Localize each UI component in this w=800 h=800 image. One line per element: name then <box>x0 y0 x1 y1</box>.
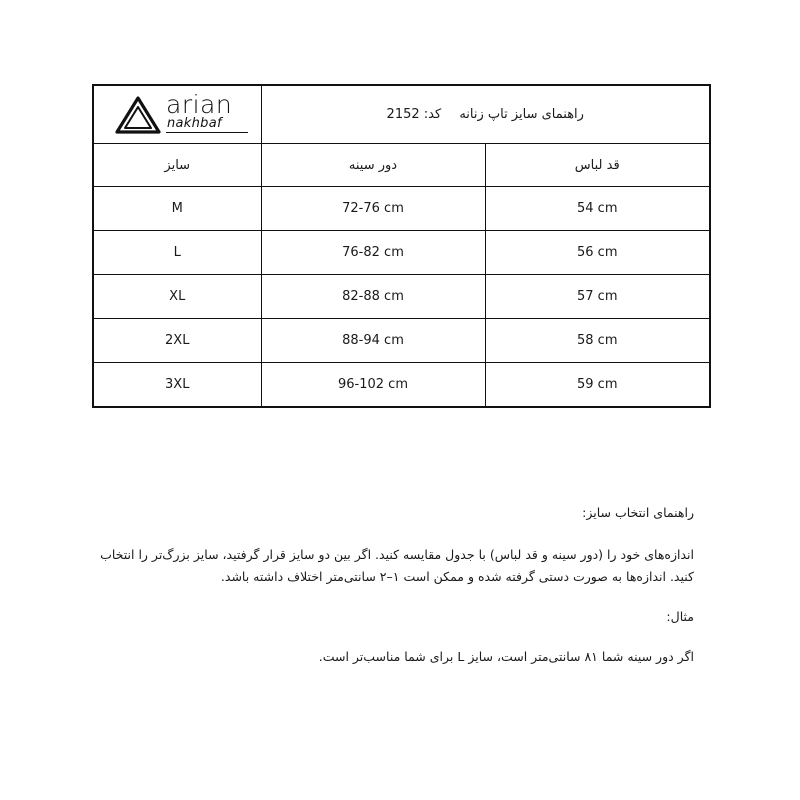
guide-example-label: مثال: <box>666 609 694 624</box>
guide-heading: راهنمای انتخاب سایز: <box>582 505 694 520</box>
table-row <box>93 187 710 231</box>
guide-example: اگر دور سینه شما ۸۱ سانتی‌متر است، سایز L برای شما مناسب‌تر است. <box>318 649 694 664</box>
size-guide-text <box>94 502 694 668</box>
length-cell: 58 cm <box>485 319 710 363</box>
bust-cell: 82-88 cm <box>261 275 485 319</box>
table-row <box>93 319 710 363</box>
product-code-value: 2152 <box>386 107 420 122</box>
brand-logo <box>114 90 254 135</box>
header-length: قد لباس <box>485 144 710 187</box>
size-chart-table <box>92 84 711 408</box>
bust-cell: 72-76 cm <box>261 187 485 231</box>
size-cell: M <box>93 187 261 231</box>
logo-sub-text: nakhbaf <box>167 116 222 131</box>
size-cell: 2XL <box>93 319 261 363</box>
length-cell: 59 cm <box>485 363 710 408</box>
bust-cell: 96-102 cm <box>261 363 485 408</box>
size-cell: XL <box>93 275 261 319</box>
table-row <box>93 275 710 319</box>
bust-cell: 76-82 cm <box>261 231 485 275</box>
header-size: سایز <box>93 144 261 187</box>
triangle-logo-icon <box>114 95 162 135</box>
table-row <box>93 231 710 275</box>
header-row <box>93 144 710 187</box>
length-cell: 54 cm <box>485 187 710 231</box>
chart-title <box>261 85 710 144</box>
chart-title-text: راهنمای سایز تاپ زنانه <box>459 107 584 122</box>
product-code-label: کد: <box>423 107 442 122</box>
guide-body: اندازه‌های خود را (دور سینه و قد لباس) با جدول مقایسه کنید. اگر بین دو سایز قرار گرفتید، سایز بزرگ‌تر را انتخاب کنید. اندازه‌ها به صورت دستی گرفته شده و ممکن است ۱–۲ سانتی‌متر اختلاف داشته باشد. <box>100 547 694 584</box>
length-cell: 57 cm <box>485 275 710 319</box>
header-bust: دور سینه <box>261 144 485 187</box>
table-row <box>93 363 710 408</box>
title-row <box>93 85 710 144</box>
bust-cell: 88-94 cm <box>261 319 485 363</box>
size-cell: L <box>93 231 261 275</box>
logo-underline <box>166 132 248 133</box>
length-cell: 56 cm <box>485 231 710 275</box>
logo-cell <box>93 85 261 144</box>
size-cell: 3XL <box>93 363 261 408</box>
logo-brand-text: arian <box>166 90 233 119</box>
